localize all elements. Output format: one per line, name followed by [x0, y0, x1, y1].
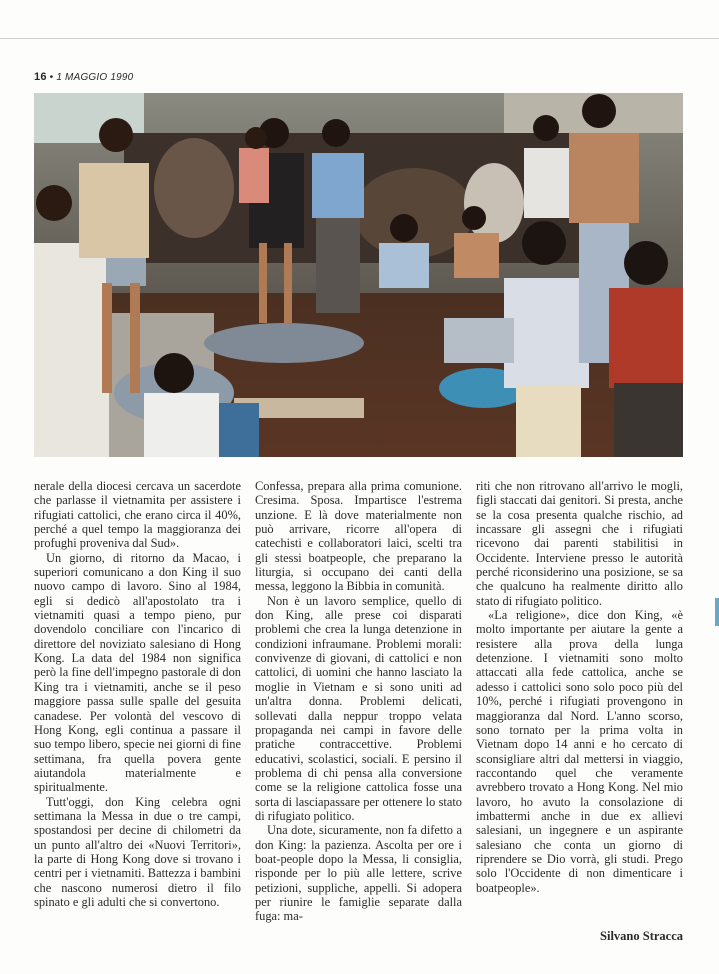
photo-image	[34, 93, 683, 457]
paragraph: riti che non ritrovano all'arrivo le mogli, figli staccati dai genitori. Si presta, anche se la cosa presenta qualche rischio, ad incassare gli assegni che i rifugiati ricevono dai parenti stabilitisi in Occidente. Interviene presso le autorità perché riconsiderino una posizione, se sa che qualcuno ha realmente diritto allo stato di rifugiato politico.	[476, 479, 683, 608]
folio	[34, 71, 133, 83]
article-column-3	[476, 479, 683, 949]
paragraph: Tutt'oggi, don King celebra ogni settimana la Messa in due o tre campi, spostandosi per decine di chilometri da un punto all'altro dei «Nuovi Territori», la parte di Hong Kong dove si trovano i centri per i vietnamiti. Battezza i bambini che nascono numerosi dietro il filo spinato e gli adulti che si convertono.	[34, 794, 241, 909]
top-rule	[0, 38, 719, 39]
paragraph: Un giorno, di ritorno da Macao, i superiori comunicano a don King il suo nuovo campo di lavoro. Sino al 1984, egli si dedicò all'apostolato tra i vietnamiti quasi a tempo pieno, pur dovendolo conciliare con l'incarico di direttore del noviziato salesiano di Hong Kong. La data del 1984 non significa però la fine dell'impegno pastorale di don King tra i vietnamiti, anche se il peso maggiore passa sulle spalle del gesuita canadese. Per volontà del vescovo di Hong Kong, egli continua a passare il suo tempo libero, specie nei giorni di fine settimana, fra quella povera gente aiutandola materialmente e spiritualmente.	[34, 550, 241, 795]
paragraph: Una dote, sicuramente, non fa difetto a don King: la pazienza. Ascolta per ore i boat-people dopo la Messa, li consiglia, risponde per lo più alle lettere, scrive petizioni, suppliche, appelli. Si adopera per riunire le famiglie separate dalla fuga: ma-	[255, 823, 462, 924]
paragraph: Confessa, prepara alla prima comunione. Cresima. Sposa. Impartisce l'estrema unzione. E là dove materialmente non può arrivare, ricorre all'opera di catechisti e collaboratori laici, scelti tra gli stessi boatpeople, che preparano la liturgia, si occupano dei canti della messa, leggono la Bibbia in comunità.	[255, 479, 462, 594]
refugee-camp-photo	[34, 93, 683, 457]
folio-separator: •	[49, 72, 54, 83]
page-edge-mark	[715, 598, 719, 626]
issue-date: 1 MAGGIO 1990	[56, 72, 134, 83]
paragraph: nerale della diocesi cercava un sacerdote che parlasse il vietnamita per assistere i rifugiati cattolici, che erano circa il 40%, perché a quel tempo la maggioranza dei profughi proveniva dal Sud».	[34, 479, 241, 551]
article-body	[34, 479, 683, 949]
author-byline: Silvano Stracca	[600, 929, 683, 943]
page-number: 16	[34, 71, 47, 83]
article-column-2	[255, 479, 462, 949]
paragraph: «La religione», dice don King, «è molto importante per aiutare la gente a resistere alla prova della lunga detenzione. I vietnamiti sono molto attaccati alla fede cattolica, anche se adesso i cattolici sono solo poco più del 10%, perché i rifugiati provengono in maggioranza dal Nord. L'anno scorso, sono tornato per la prima volta in Vietnam dopo 14 anni e ho cercato di sconsigliare altri dal mettersi in viaggio, raccontando quel che veramente avrebbero trovato a Hong Kong. Nel mio lavoro, ho avuto la consolazione di imbattermi anche in due ex allievi salesiani, un ingegnere e un aspirante salesiano che conta un giorno di riprendere se Dio vorrà, gli studi. Prego solo l'Occidente di non dimenticare i boatpeople».	[476, 608, 683, 895]
article-column-1	[34, 479, 241, 949]
paragraph: Non è un lavoro semplice, quello di don King, alle prese coi disparati problemi che crea la lunga detenzione in condizioni infraumane. Problemi morali: convivenze di giovani, di cattolici e non cattolici, di uomini che hanno lasciato la moglie in Vietnam e si sono uniti ad un'altra donna. Problemi delicati, sollevati dalla neppur troppo velata propaganda nei campi in favore delle pratiche contraccettive. Problemi educativi, scolastici, sociali. E persino il problema di chi pensa alla conversione come se la religione cattolica fosse una sorta di lasciapassare per ottenere lo stato di rifugiato politico.	[255, 593, 462, 823]
